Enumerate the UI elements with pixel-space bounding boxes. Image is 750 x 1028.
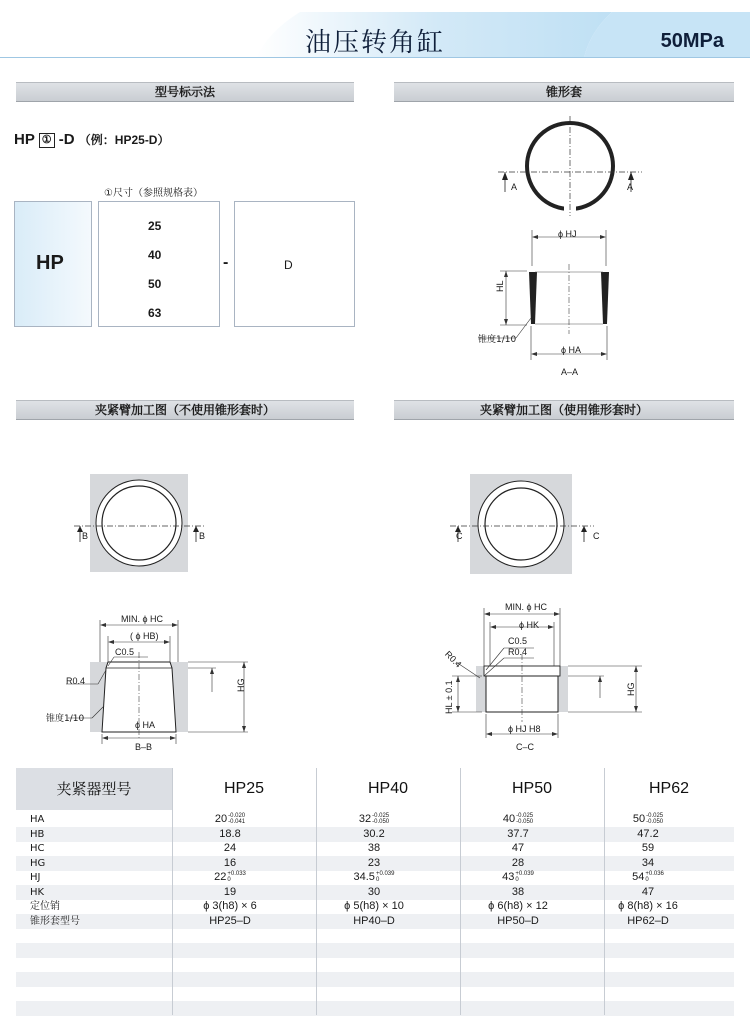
- table-cell: [448, 841, 588, 856]
- table-cell: [304, 870, 444, 885]
- table-header-model: 夹紧器型号: [16, 768, 172, 810]
- table-cell: [304, 841, 444, 856]
- table-cell-value: 43: [502, 871, 515, 883]
- table-cell: [578, 841, 718, 856]
- table-row-label: 定位销: [30, 901, 60, 912]
- table-cell-value: 24: [223, 842, 237, 854]
- dim-hb: ( ϕ HB): [130, 631, 159, 641]
- table-cell-value: 47: [511, 842, 525, 854]
- table-cell-value: HP50–D: [497, 914, 539, 927]
- table-cell-value: ϕ 5(h8) × 10: [344, 900, 404, 912]
- tolerance-lower: -0.050: [646, 819, 664, 826]
- page-title: 油压转角缸: [304, 28, 445, 58]
- table-cell: [578, 899, 718, 914]
- table-row: [16, 972, 734, 987]
- model-code-suffix: -D: [58, 131, 75, 148]
- cut-c-right: C: [593, 531, 600, 541]
- radius-r04-c: R0.4: [508, 647, 528, 657]
- table-cell-value: ϕ 6(h8) × 12: [488, 900, 548, 912]
- dim-hl-tolerance: HL ± 0.1: [444, 680, 454, 714]
- table-cell-value: 20: [214, 813, 228, 825]
- table-row: [16, 899, 734, 914]
- table-row-label: HG: [30, 857, 46, 869]
- table-row: [16, 914, 734, 929]
- table-header-hp40: HP40: [316, 768, 460, 810]
- table-cell: [160, 885, 300, 900]
- radius-r04-b: R0.4: [66, 676, 86, 686]
- table-header-hp25: HP25: [172, 768, 316, 810]
- table-row: [16, 841, 734, 856]
- dim-min-hc-b: MIN. ϕ HC: [121, 614, 164, 624]
- tolerance-upper: -0.020: [228, 813, 246, 820]
- table-cell: [304, 885, 444, 900]
- table-cell: [448, 827, 588, 842]
- model-code-line: [14, 131, 169, 148]
- table-cell-value: 59: [641, 842, 655, 854]
- model-code-circle: ①: [39, 133, 55, 148]
- section-model-code: 型号标示法: [16, 82, 354, 102]
- dim-hj-h8: ϕ HJ H8: [508, 724, 541, 734]
- table-row: [16, 885, 734, 900]
- table-cell-value: HP62–D: [627, 914, 669, 927]
- taper-sleeve-drawing: [394, 104, 734, 384]
- tolerance-upper: -0.025: [516, 813, 534, 820]
- size-40: 40: [148, 248, 162, 262]
- table-cell: [304, 914, 444, 929]
- table-cell: [578, 812, 718, 827]
- table-cell: [448, 899, 588, 914]
- table-cell: [160, 870, 300, 885]
- tolerance-upper: -0.025: [372, 813, 390, 820]
- cut-b-right: B: [199, 531, 206, 541]
- table-cell-value: 47.2: [637, 827, 659, 840]
- table-cell-value: 19: [223, 885, 237, 898]
- table-cell: [578, 885, 718, 900]
- table-cell: [578, 856, 718, 871]
- table-cell-value: 40: [502, 813, 516, 825]
- table-cell: [160, 856, 300, 871]
- section-clamp-with-sleeve: 夹紧臂加工图（使用锥形套时）: [394, 400, 734, 420]
- option-label: D: [284, 258, 293, 272]
- series-label: HP: [36, 252, 64, 274]
- table-cell: [304, 856, 444, 871]
- tolerance-upper: +0.039: [515, 871, 534, 878]
- table-row-label: 锥形套型号: [30, 915, 80, 927]
- tolerance-upper: +0.036: [645, 871, 664, 878]
- dim-hg-c: HG: [626, 682, 636, 696]
- table-cell: [160, 812, 300, 827]
- table-row-label: HB: [30, 828, 45, 840]
- table-divider: [316, 768, 317, 1015]
- table-cell: [578, 870, 718, 885]
- table-cell-value: ϕ 3(h8) × 6: [203, 900, 257, 912]
- table-row-label: HC: [30, 843, 45, 854]
- dim-hl: HL: [495, 280, 505, 292]
- table-cell-value: 22: [214, 871, 227, 883]
- spec-table-header: [16, 768, 734, 810]
- chamfer-c05-c: C0.5: [508, 636, 528, 646]
- dim-ha: ϕ HA: [561, 345, 582, 355]
- table-row: [16, 986, 734, 1001]
- tolerance-upper: -0.025: [646, 813, 664, 820]
- chamfer-c05-b: C0.5: [115, 647, 135, 657]
- tolerance-lower: 0: [645, 877, 649, 884]
- table-row: [16, 827, 734, 842]
- section-c-c: C–C: [516, 742, 535, 752]
- table-cell-value: 18.8: [219, 827, 241, 840]
- table-cell-value: 28: [511, 856, 525, 869]
- table-row: [16, 943, 734, 958]
- table-cell-value: 23: [367, 856, 381, 869]
- size-25: 25: [148, 219, 162, 233]
- table-cell: [448, 812, 588, 827]
- table-cell: [578, 827, 718, 842]
- table-cell-value: 37.7: [507, 827, 529, 840]
- table-cell-value: HP25–D: [209, 914, 251, 927]
- cut-a-right: A: [627, 182, 634, 192]
- table-cell-value: 47: [641, 885, 655, 898]
- table-cell-value: HP40–D: [353, 914, 395, 927]
- table-divider: [460, 768, 461, 1015]
- table-cell: [304, 899, 444, 914]
- table-cell-value: 32: [358, 813, 372, 825]
- table-row-label: HA: [30, 814, 45, 825]
- tolerance-lower: -0.050: [372, 819, 390, 826]
- table-cell: [304, 812, 444, 827]
- model-code-prefix: HP: [14, 131, 35, 148]
- section-clamp-no-sleeve: 夹紧臂加工图（不使用锥形套时）: [16, 400, 354, 420]
- tolerance-upper: +0.039: [375, 871, 395, 878]
- table-cell: [448, 856, 588, 871]
- table-cell-value: 34.5: [353, 871, 375, 883]
- size-label: ①尺寸（参照规格表）: [104, 188, 203, 199]
- tolerance-lower: -0.050: [516, 819, 534, 826]
- dim-hg-b: HG: [236, 678, 246, 692]
- tolerance: [376, 871, 395, 883]
- cut-a-left: A: [511, 182, 518, 192]
- table-header-hp62: HP62: [604, 768, 734, 810]
- tolerance-lower: 0: [227, 877, 231, 884]
- table-row-label: HK: [30, 886, 45, 898]
- table-cell: [160, 899, 300, 914]
- table-cell-value: 34: [641, 856, 655, 869]
- taper-note-b: 锥度1/10: [46, 714, 85, 724]
- taper-note: 锥度1/10: [478, 335, 517, 345]
- table-row: [16, 957, 734, 972]
- table-cell-value: 50: [632, 813, 646, 825]
- table-cell: [578, 914, 718, 929]
- tolerance: [515, 871, 534, 883]
- table-row: [16, 1015, 734, 1028]
- model-code-example: （例：HP25-D）: [78, 133, 170, 147]
- dim-hk: ϕ HK: [519, 620, 540, 630]
- table-cell-value: 30: [367, 885, 381, 898]
- radius-r04-c-slanted: R0.4: [442, 649, 464, 670]
- dim-ha-b: ϕ HA: [135, 720, 156, 730]
- table-row: [16, 1001, 734, 1016]
- tolerance: [227, 871, 246, 883]
- table-row: [16, 812, 734, 827]
- option-box: [234, 201, 355, 327]
- dim-hj: ϕ HJ: [558, 229, 577, 239]
- tolerance-lower: -0.041: [228, 819, 246, 826]
- table-cell-value: 16: [223, 856, 237, 869]
- cut-b-left: B: [82, 531, 89, 541]
- table-row: [16, 870, 734, 885]
- table-cell-value: 30.2: [363, 827, 385, 840]
- tolerance: [646, 813, 663, 825]
- table-cell: [448, 885, 588, 900]
- size-63: 63: [148, 306, 162, 320]
- page-header: [0, 0, 750, 58]
- tolerance: [516, 813, 533, 825]
- section-taper-sleeve: 锥形套: [394, 82, 734, 102]
- table-cell: [160, 914, 300, 929]
- table-header-hp50: HP50: [460, 768, 604, 810]
- table-cell-value: ϕ 8(h8) × 16: [618, 900, 678, 912]
- dim-min-hc-c: MIN. ϕ HC: [505, 602, 548, 612]
- model-dash: -: [223, 254, 229, 271]
- table-cell: [160, 841, 300, 856]
- cut-c-left: C: [456, 531, 463, 541]
- section-a-a: A–A: [561, 367, 579, 377]
- table-cell-value: 38: [367, 842, 381, 854]
- table-divider: [172, 768, 173, 1015]
- table-cell: [304, 827, 444, 842]
- table-row-label: HJ: [30, 872, 41, 883]
- table-row: [16, 928, 734, 943]
- tolerance: [645, 871, 664, 883]
- table-divider: [604, 768, 605, 1015]
- table-cell: [448, 914, 588, 929]
- tolerance-upper: +0.033: [227, 871, 246, 878]
- table-cell: [160, 827, 300, 842]
- table-cell: [448, 870, 588, 885]
- tolerance-lower: 0: [515, 877, 519, 884]
- table-row: [16, 856, 734, 871]
- table-cell-value: 38: [511, 885, 525, 898]
- size-50: 50: [148, 277, 162, 291]
- pressure-rating: 50MPa: [660, 30, 724, 52]
- section-b-b: B–B: [135, 742, 153, 752]
- tolerance-lower: 0: [375, 877, 380, 884]
- tolerance: [228, 813, 245, 825]
- table-cell-value: 54: [632, 871, 645, 883]
- tolerance: [372, 813, 389, 825]
